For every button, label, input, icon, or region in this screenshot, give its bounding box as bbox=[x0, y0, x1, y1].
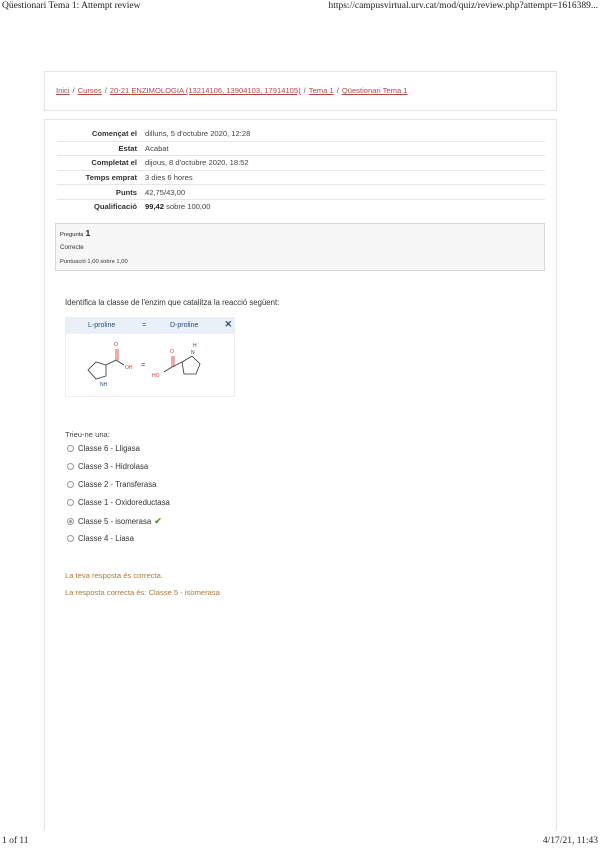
answer-option[interactable] bbox=[67, 534, 134, 543]
summary-row bbox=[57, 141, 545, 156]
summary-label: Punts bbox=[57, 185, 145, 200]
feedback-text: La teva resposta és correcta. bbox=[65, 571, 163, 580]
question-number-value: 1 bbox=[85, 228, 91, 238]
question-number bbox=[60, 228, 90, 238]
reaction-arrow-label: = bbox=[142, 322, 147, 329]
breadcrumb-topic[interactable]: Tema 1 bbox=[308, 86, 334, 95]
grade-max: sobre 100,00 bbox=[166, 202, 211, 212]
atom-label: O bbox=[114, 342, 118, 348]
radio-button[interactable] bbox=[67, 535, 74, 542]
question-label: Pregunta bbox=[60, 232, 84, 238]
quiz-review-panel bbox=[44, 119, 557, 830]
breadcrumb-separator: / bbox=[72, 86, 75, 95]
summary-value: dijous, 8 d'octubre 2020, 18:52 bbox=[145, 156, 545, 171]
answer-prompt: Trieu-ne una: bbox=[65, 430, 110, 439]
breadcrumb-courses[interactable]: Cursos bbox=[77, 86, 102, 95]
atom-label: NH bbox=[100, 382, 108, 388]
page-counter: 1 of 11 bbox=[2, 836, 29, 846]
print-url: https://campusvirtual.urv.cat/mod/quiz/review.php?attempt=1616389... bbox=[328, 1, 598, 11]
atom-label: N bbox=[191, 350, 195, 356]
answer-option-label: Classe 3 - Hidrolasa bbox=[78, 462, 149, 471]
question-state: Correcte bbox=[60, 244, 84, 251]
correct-answer-text: La resposta correcta és: Classe 5 - isomerasa bbox=[65, 588, 220, 597]
summary-row bbox=[57, 127, 545, 141]
radio-button[interactable] bbox=[67, 481, 74, 488]
print-footer bbox=[0, 836, 600, 846]
summary-value: 3 dies 6 hores bbox=[145, 170, 545, 185]
atom-label: HO bbox=[152, 373, 160, 379]
print-title: Qüestionari Tema 1: Attempt review bbox=[2, 1, 141, 11]
answer-option-label: Classe 1 - Oxidoreductasa bbox=[78, 498, 170, 507]
radio-button[interactable] bbox=[67, 499, 74, 506]
summary-row bbox=[57, 185, 545, 200]
reaction-header bbox=[66, 318, 234, 334]
radio-button-checked[interactable] bbox=[67, 518, 74, 525]
breadcrumb-separator: / bbox=[104, 86, 107, 95]
breadcrumb-separator: / bbox=[336, 86, 339, 95]
summary-value: dilluns, 5 d'octubre 2020, 12:28 bbox=[145, 129, 251, 139]
reaction-image bbox=[65, 317, 235, 397]
d-proline-structure bbox=[164, 356, 200, 374]
breadcrumb-card bbox=[44, 71, 557, 111]
breadcrumb-home[interactable]: Inici bbox=[56, 86, 70, 95]
answer-option-label: Classe 4 - Liasa bbox=[78, 534, 134, 543]
reaction-structure bbox=[66, 334, 234, 396]
summary-row bbox=[57, 170, 545, 185]
reaction-left-label: L-proline bbox=[88, 322, 116, 329]
answer-option-label: Classe 5 - isomerasa bbox=[78, 517, 152, 526]
grade-value bbox=[145, 199, 545, 213]
attempt-summary-table bbox=[57, 127, 545, 214]
l-proline-structure bbox=[88, 349, 124, 379]
answer-option-label: Classe 2 - Transferasa bbox=[78, 480, 157, 489]
close-icon[interactable]: ✕ bbox=[224, 319, 232, 329]
answer-option[interactable] bbox=[67, 444, 140, 453]
answer-option-selected[interactable] bbox=[67, 516, 162, 527]
atom-label: O bbox=[170, 349, 174, 355]
summary-value: Acabat bbox=[145, 141, 545, 156]
atom-label: OH bbox=[125, 365, 133, 371]
summary-label: Temps emprat bbox=[57, 170, 145, 185]
print-header bbox=[0, 1, 600, 11]
question-info-box bbox=[55, 223, 545, 271]
summary-label: Començat el bbox=[91, 129, 137, 139]
summary-value: 42,75/43,00 bbox=[145, 185, 545, 200]
check-icon: ✔ bbox=[154, 516, 162, 526]
breadcrumb-separator: / bbox=[303, 86, 306, 95]
answer-option[interactable] bbox=[67, 462, 148, 471]
summary-row bbox=[57, 156, 545, 171]
answer-option-label: Classe 6 - Lligasa bbox=[78, 444, 140, 453]
breadcrumb bbox=[56, 86, 408, 95]
atom-label: H bbox=[193, 343, 197, 349]
print-datetime: 4/17/21, 11:43 bbox=[542, 836, 598, 846]
summary-label: Estat bbox=[57, 141, 145, 156]
breadcrumb-course[interactable]: 20-21 ENZIMOLOGIA (13214106, 13904103, 17914105) bbox=[109, 86, 301, 95]
answer-option[interactable] bbox=[67, 480, 156, 489]
reaction-right-label: D-proline bbox=[170, 322, 199, 329]
equilibrium-sign: = bbox=[141, 362, 146, 369]
summary-row-grade bbox=[57, 199, 545, 213]
grade-label: Qualificació bbox=[57, 199, 145, 213]
radio-button[interactable] bbox=[67, 445, 74, 452]
question-mark: Puntuació 1,00 sobre 1,00 bbox=[60, 259, 128, 265]
question-text: Identifica la classe de l'enzim que catalitza la reacció següent: bbox=[65, 298, 280, 307]
grade-score: 99,42 bbox=[145, 202, 165, 212]
radio-button[interactable] bbox=[67, 463, 74, 470]
answer-option[interactable] bbox=[67, 498, 170, 507]
breadcrumb-quiz[interactable]: Qüestionari Tema 1 bbox=[341, 86, 408, 95]
summary-label: Completat el bbox=[57, 156, 145, 171]
